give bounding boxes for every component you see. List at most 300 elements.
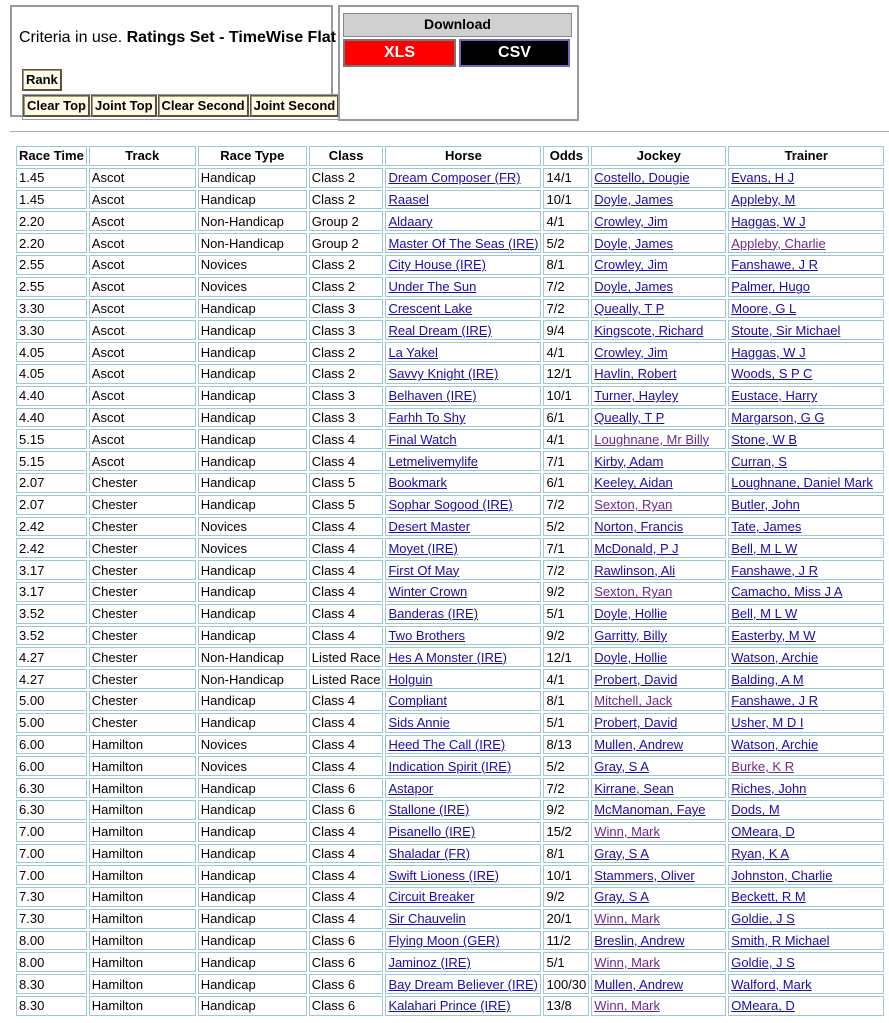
cell-track: Hamilton (89, 952, 196, 972)
cell-race-type: Handicap (198, 800, 307, 820)
criteria-set-name: Ratings Set - TimeWise Flat (126, 29, 336, 46)
trainer-link[interactable]: Bell, M L W (731, 606, 798, 622)
cell-race-time: 2.07 (16, 473, 87, 493)
cell-track: Ascot (89, 233, 196, 253)
cell-trainer (728, 517, 884, 537)
jockey-link[interactable]: Doyle, James (594, 279, 673, 295)
cell-race-time: 2.20 (16, 233, 87, 253)
cell-horse (385, 255, 541, 275)
cell-trainer (728, 560, 884, 580)
cell-race-type: Handicap (198, 952, 307, 972)
jockey-link[interactable]: Winn, Mark (594, 954, 660, 970)
cell-jockey (591, 233, 726, 253)
trainer-link[interactable]: Woods, S P C (731, 366, 813, 382)
horse-link[interactable]: La Yakel (388, 344, 438, 360)
cell-odds: 12/1 (543, 364, 589, 384)
cell-track: Ascot (89, 168, 196, 188)
cell-race-time: 2.07 (16, 495, 87, 515)
horse-link[interactable]: Savvy Knight (IRE) (388, 366, 499, 382)
horse-link[interactable]: Aldaary (388, 213, 433, 229)
cell-jockey (591, 190, 726, 210)
cell-jockey (591, 996, 726, 1016)
jockey-link[interactable]: Costello, Dougie (594, 170, 690, 186)
cell-class: Class 4 (309, 604, 384, 624)
horse-link[interactable]: Stallone (IRE) (388, 802, 470, 818)
trainer-link[interactable]: Bell, M L W (731, 540, 798, 556)
jockey-link[interactable]: Breslin, Andrew (594, 933, 685, 949)
cell-trainer (728, 408, 884, 428)
cell-class: Class 2 (309, 364, 384, 384)
cell-track: Chester (89, 626, 196, 646)
jockey-link[interactable]: Queally, T P (594, 300, 665, 316)
horse-link[interactable]: Master Of The Seas (IRE) (388, 235, 539, 251)
cell-race-time: 2.55 (16, 277, 87, 297)
download-title: Download (343, 13, 572, 37)
cell-trainer (728, 386, 884, 406)
column-header-race-time: Race Time (16, 146, 87, 166)
cell-horse (385, 364, 541, 384)
horse-link[interactable]: Banderas (IRE) (388, 606, 479, 622)
horse-link[interactable]: Heed The Call (IRE) (388, 736, 506, 752)
jockey-link[interactable]: Garritty, Billy (594, 627, 667, 643)
cell-race-time: 8.30 (16, 974, 87, 994)
jockey-link[interactable]: Sexton, Ryan (594, 497, 673, 513)
cell-class: Class 6 (309, 778, 384, 798)
horse-link[interactable]: Bookmark (388, 475, 447, 491)
cell-trainer (728, 931, 884, 951)
cell-race-time: 3.17 (16, 582, 87, 602)
cell-track: Ascot (89, 429, 196, 449)
jockey-link[interactable]: Doyle, James (594, 235, 673, 251)
jockey-link[interactable]: Doyle, James (594, 191, 673, 207)
cell-race-type: Handicap (198, 429, 307, 449)
cell-race-type: Non-Handicap (198, 647, 307, 667)
cell-race-time: 7.30 (16, 909, 87, 929)
cell-horse (385, 713, 541, 733)
jockey-link[interactable]: Mitchell, Jack (594, 693, 673, 709)
trainer-link[interactable]: OMeara, D (731, 824, 795, 840)
cell-jockey (591, 320, 726, 340)
jockey-link[interactable]: Probert, David (594, 715, 678, 731)
jockey-link[interactable]: Norton, Francis (594, 518, 684, 534)
trainer-link[interactable]: Watson, Archie (731, 736, 819, 752)
cell-horse (385, 495, 541, 515)
cell-race-type: Novices (198, 756, 307, 776)
cell-odds: 7/1 (543, 538, 589, 558)
horse-link[interactable]: First Of May (388, 562, 460, 578)
horse-link[interactable]: Indication Spirit (IRE) (388, 758, 512, 774)
cell-race-type: Handicap (198, 691, 307, 711)
cell-class: Class 6 (309, 996, 384, 1016)
cell-class: Class 6 (309, 800, 384, 820)
cell-odds: 6/1 (543, 408, 589, 428)
table-row (16, 909, 884, 929)
horse-link[interactable]: Winter Crown (388, 584, 468, 600)
jockey-link[interactable]: Crowley, Jim (594, 257, 668, 273)
trainer-link[interactable]: Curran, S (731, 453, 787, 469)
jockey-link[interactable]: McDonald, P J (594, 540, 679, 556)
cell-track: Chester (89, 473, 196, 493)
horse-link[interactable]: Farhh To Shy (388, 409, 466, 425)
cell-horse (385, 560, 541, 580)
trainer-link[interactable]: Palmer, Hugo (731, 279, 811, 295)
trainer-link[interactable]: Appleby, M (731, 191, 796, 207)
clear-top-button[interactable]: Clear Top (23, 95, 90, 117)
race-selections-table (14, 144, 886, 1018)
table-row (16, 996, 884, 1016)
cell-race-time: 5.15 (16, 451, 87, 471)
cell-odds: 9/2 (543, 626, 589, 646)
trainer-link[interactable]: Haggas, W J (731, 213, 806, 229)
trainer-link[interactable]: Goldie, J S (731, 954, 795, 970)
jockey-link[interactable]: Rawlinson, Ali (594, 562, 676, 578)
cell-class: Class 6 (309, 974, 384, 994)
table-row (16, 560, 884, 580)
jockey-link[interactable]: Stammers, Oliver (594, 867, 695, 883)
cell-trainer (728, 168, 884, 188)
horse-link[interactable]: Kalahari Prince (IRE) (388, 998, 511, 1014)
cell-race-time: 6.30 (16, 800, 87, 820)
horse-link[interactable]: Sophar Sogood (IRE) (388, 497, 513, 513)
cell-race-time: 2.20 (16, 211, 87, 231)
cell-race-type: Handicap (198, 582, 307, 602)
jockey-link[interactable]: Crowley, Jim (594, 344, 668, 360)
cell-class: Class 3 (309, 408, 384, 428)
cell-trainer (728, 952, 884, 972)
jockey-link[interactable]: Winn, Mark (594, 998, 660, 1014)
table-row (16, 974, 884, 994)
cell-horse (385, 756, 541, 776)
cell-class: Class 4 (309, 887, 384, 907)
cell-race-time: 7.00 (16, 865, 87, 885)
cell-race-time: 3.30 (16, 320, 87, 340)
horse-link[interactable]: Sir Chauvelin (388, 911, 466, 927)
cell-race-type: Handicap (198, 865, 307, 885)
cell-track: Chester (89, 604, 196, 624)
table-row (16, 952, 884, 972)
cell-class: Class 2 (309, 342, 384, 362)
trainer-link[interactable]: Tate, James (731, 518, 802, 534)
horse-link[interactable]: Final Watch (388, 431, 457, 447)
cell-trainer (728, 691, 884, 711)
horse-link[interactable]: Sids Annie (388, 715, 450, 731)
cell-class: Class 6 (309, 931, 384, 951)
table-row (16, 931, 884, 951)
trainer-link[interactable]: Ryan, K A (731, 845, 790, 861)
jockey-link[interactable]: Gray, S A (594, 889, 649, 905)
table-row (16, 604, 884, 624)
horse-link[interactable]: City House (IRE) (388, 257, 486, 273)
jockey-link[interactable]: Winn, Mark (594, 824, 660, 840)
cell-trainer (728, 320, 884, 340)
cell-jockey (591, 931, 726, 951)
horse-link[interactable]: Crescent Lake (388, 300, 473, 316)
cell-class: Class 2 (309, 190, 384, 210)
cell-trainer (728, 211, 884, 231)
cell-race-type: Handicap (198, 299, 307, 319)
cell-class: Class 2 (309, 168, 384, 188)
trainer-link[interactable]: Camacho, Miss J A (731, 584, 843, 600)
cell-race-time: 5.00 (16, 691, 87, 711)
joint-second-button[interactable]: Joint Second (250, 95, 340, 117)
cell-class: Class 4 (309, 909, 384, 929)
horse-link[interactable]: Flying Moon (GER) (388, 933, 500, 949)
jockey-link[interactable]: Crowley, Jim (594, 213, 668, 229)
cell-race-type: Non-Handicap (198, 233, 307, 253)
horse-link[interactable]: Belhaven (IRE) (388, 388, 477, 404)
cell-class: Class 3 (309, 386, 384, 406)
cell-horse (385, 996, 541, 1016)
trainer-link[interactable]: Johnston, Charlie (731, 867, 833, 883)
column-header-trainer: Trainer (728, 146, 884, 166)
cell-trainer (728, 669, 884, 689)
cell-jockey (591, 560, 726, 580)
trainer-link[interactable]: Moore, G L (731, 300, 797, 316)
trainer-link[interactable]: Usher, M D I (731, 715, 804, 731)
jockey-link[interactable]: Havlin, Robert (594, 366, 677, 382)
clear-second-button[interactable]: Clear Second (158, 95, 249, 117)
table-row (16, 277, 884, 297)
cell-class: Class 3 (309, 320, 384, 340)
trainer-link[interactable]: Fanshawe, J R (731, 693, 818, 709)
cell-trainer (728, 342, 884, 362)
cell-odds: 4/1 (543, 342, 589, 362)
cell-jockey (591, 909, 726, 929)
cell-race-time: 2.42 (16, 517, 87, 537)
table-row (16, 756, 884, 776)
cell-race-time: 7.00 (16, 844, 87, 864)
jockey-link[interactable]: Sexton, Ryan (594, 584, 673, 600)
cell-jockey (591, 691, 726, 711)
jockey-link[interactable]: Loughnane, Mr Billy (594, 431, 710, 447)
trainer-link[interactable]: OMeara, D (731, 998, 795, 1014)
horse-link[interactable]: Pisanello (IRE) (388, 824, 476, 840)
cell-trainer (728, 865, 884, 885)
cell-trainer (728, 495, 884, 515)
cell-trainer (728, 647, 884, 667)
cell-jockey (591, 364, 726, 384)
criteria-panel (10, 5, 336, 117)
table-row (16, 255, 884, 275)
jockey-link[interactable]: Doyle, Hollie (594, 606, 668, 622)
trainer-link[interactable]: Fanshawe, J R (731, 562, 818, 578)
horse-link[interactable]: Hes A Monster (IRE) (388, 649, 507, 665)
cell-jockey (591, 952, 726, 972)
trainer-link[interactable]: Balding, A M (731, 671, 804, 687)
cell-odds: 9/2 (543, 582, 589, 602)
joint-top-button[interactable]: Joint Top (91, 95, 157, 117)
jockey-link[interactable]: Gray, S A (594, 758, 649, 774)
cell-horse (385, 582, 541, 602)
horse-link[interactable]: Compliant (388, 693, 447, 709)
horse-link[interactable]: Moyet (IRE) (388, 540, 458, 556)
cell-class: Class 5 (309, 495, 384, 515)
cell-jockey (591, 451, 726, 471)
trainer-link[interactable]: Fanshawe, J R (731, 257, 818, 273)
cell-jockey (591, 800, 726, 820)
horse-link[interactable]: Dream Composer (FR) (388, 170, 521, 186)
trainer-link[interactable]: Goldie, J S (731, 911, 795, 927)
cell-horse (385, 451, 541, 471)
horse-link[interactable]: Desert Master (388, 518, 471, 534)
table-row (16, 887, 884, 907)
cell-horse (385, 408, 541, 428)
jockey-link[interactable]: Mullen, Andrew (594, 976, 684, 992)
cell-race-time: 5.00 (16, 713, 87, 733)
jockey-link[interactable]: Mullen, Andrew (594, 736, 684, 752)
jockey-link[interactable]: Kirrane, Sean (594, 780, 674, 796)
cell-race-time: 4.40 (16, 408, 87, 428)
cell-jockey (591, 887, 726, 907)
horse-link[interactable]: Under The Sun (388, 279, 477, 295)
jockey-link[interactable]: Keeley, Aidan (594, 475, 673, 491)
cell-odds: 7/2 (543, 560, 589, 580)
horse-link[interactable]: Jaminoz (IRE) (388, 954, 471, 970)
cell-race-type: Non-Handicap (198, 211, 307, 231)
cell-trainer (728, 909, 884, 929)
cell-trainer (728, 582, 884, 602)
cell-class: Listed Race (309, 647, 384, 667)
cell-odds: 12/1 (543, 647, 589, 667)
trainer-link[interactable]: Stoute, Sir Michael (731, 322, 841, 338)
jockey-link[interactable]: Queally, T P (594, 409, 665, 425)
cell-odds: 5/2 (543, 517, 589, 537)
trainer-link[interactable]: Eustace, Harry (731, 388, 818, 404)
cell-track: Hamilton (89, 931, 196, 951)
cell-track: Hamilton (89, 887, 196, 907)
jockey-link[interactable]: Kirby, Adam (594, 453, 664, 469)
table-row (16, 626, 884, 646)
table-body (16, 168, 884, 1016)
cell-race-time: 6.30 (16, 778, 87, 798)
cell-jockey (591, 844, 726, 864)
cell-race-type: Handicap (198, 887, 307, 907)
cell-race-type: Handicap (198, 386, 307, 406)
cell-jockey (591, 822, 726, 842)
trainer-link[interactable]: Stone, W B (731, 431, 797, 447)
cell-jockey (591, 865, 726, 885)
horse-link[interactable]: Real Dream (IRE) (388, 322, 492, 338)
cell-class: Class 4 (309, 517, 384, 537)
cell-trainer (728, 604, 884, 624)
trainer-link[interactable]: Smith, R Michael (731, 933, 830, 949)
cell-horse (385, 299, 541, 319)
cell-horse (385, 604, 541, 624)
table-row (16, 473, 884, 493)
cell-class: Class 4 (309, 844, 384, 864)
cell-track: Chester (89, 647, 196, 667)
cell-class: Class 4 (309, 626, 384, 646)
table-row (16, 822, 884, 842)
horse-link[interactable]: Swift Lioness (IRE) (388, 867, 499, 883)
cell-race-type: Handicap (198, 996, 307, 1016)
jockey-link[interactable]: Kingscote, Richard (594, 322, 704, 338)
trainer-link[interactable]: Appleby, Charlie (731, 235, 826, 251)
cell-odds: 8/13 (543, 735, 589, 755)
horse-link[interactable]: Bay Dream Believer (IRE) (388, 976, 538, 992)
cell-track: Hamilton (89, 844, 196, 864)
horse-link[interactable]: Two Brothers (388, 627, 466, 643)
cell-race-type: Handicap (198, 931, 307, 951)
trainer-link[interactable]: Easterby, M W (731, 627, 816, 643)
trainer-link[interactable]: Evans, H J (731, 170, 795, 186)
jockey-link[interactable]: McManoman, Faye (594, 802, 706, 818)
cell-race-type: Handicap (198, 473, 307, 493)
cell-race-type: Handicap (198, 974, 307, 994)
criteria-prefix: Criteria in use. (19, 29, 123, 46)
cell-race-time: 7.30 (16, 887, 87, 907)
cell-race-time: 4.05 (16, 364, 87, 384)
cell-race-time: 8.00 (16, 931, 87, 951)
cell-race-time: 6.00 (16, 735, 87, 755)
table-row (16, 342, 884, 362)
trainer-link[interactable]: Margarson, G G (731, 409, 825, 425)
cell-track: Hamilton (89, 974, 196, 994)
jockey-link[interactable]: Probert, David (594, 671, 678, 687)
cell-trainer (728, 778, 884, 798)
trainer-link[interactable]: Walford, Mark (731, 976, 812, 992)
cell-race-type: Handicap (198, 822, 307, 842)
cell-class: Class 5 (309, 473, 384, 493)
horse-link[interactable]: Circuit Breaker (388, 889, 475, 905)
trainer-link[interactable]: Burke, K R (731, 758, 795, 774)
cell-jockey (591, 495, 726, 515)
horse-link[interactable]: Holguin (388, 671, 433, 687)
jockey-link[interactable]: Gray, S A (594, 845, 649, 861)
cell-class: Class 2 (309, 277, 384, 297)
jockey-link[interactable]: Turner, Hayley (594, 388, 679, 404)
cell-odds: 8/1 (543, 691, 589, 711)
download-xls-button[interactable]: XLS (343, 39, 456, 67)
cell-horse (385, 233, 541, 253)
horse-link[interactable]: Letmelivemylife (388, 453, 479, 469)
cell-track: Hamilton (89, 822, 196, 842)
trainer-link[interactable]: Riches, John (731, 780, 807, 796)
cell-trainer (728, 473, 884, 493)
trainer-link[interactable]: Haggas, W J (731, 344, 806, 360)
cell-trainer (728, 429, 884, 449)
cell-odds: 7/2 (543, 277, 589, 297)
cell-horse (385, 647, 541, 667)
download-csv-button[interactable]: CSV (459, 39, 570, 67)
cell-class: Group 2 (309, 211, 384, 231)
cell-odds: 9/4 (543, 320, 589, 340)
cell-jockey (591, 277, 726, 297)
horse-link[interactable]: Raasel (388, 191, 429, 207)
table-row (16, 865, 884, 885)
cell-race-time: 8.00 (16, 952, 87, 972)
trainer-link[interactable]: Watson, Archie (731, 649, 819, 665)
cell-horse (385, 952, 541, 972)
cell-trainer (728, 451, 884, 471)
cell-track: Ascot (89, 408, 196, 428)
horse-link[interactable]: Astapor (388, 780, 434, 796)
cell-horse (385, 974, 541, 994)
cell-horse (385, 691, 541, 711)
rank-button[interactable]: Rank (22, 69, 62, 91)
trainer-link[interactable]: Loughnane, Daniel Mark (731, 475, 873, 491)
horse-link[interactable]: Shaladar (FR) (388, 845, 471, 861)
cell-horse (385, 517, 541, 537)
cell-class: Class 4 (309, 865, 384, 885)
trainer-link[interactable]: Butler, John (731, 497, 800, 513)
cell-odds: 10/1 (543, 190, 589, 210)
cell-trainer (728, 887, 884, 907)
trainer-link[interactable]: Beckett, R M (731, 889, 806, 905)
jockey-link[interactable]: Winn, Mark (594, 911, 660, 927)
trainer-link[interactable]: Dods, M (731, 802, 780, 818)
jockey-link[interactable]: Doyle, Hollie (594, 649, 668, 665)
